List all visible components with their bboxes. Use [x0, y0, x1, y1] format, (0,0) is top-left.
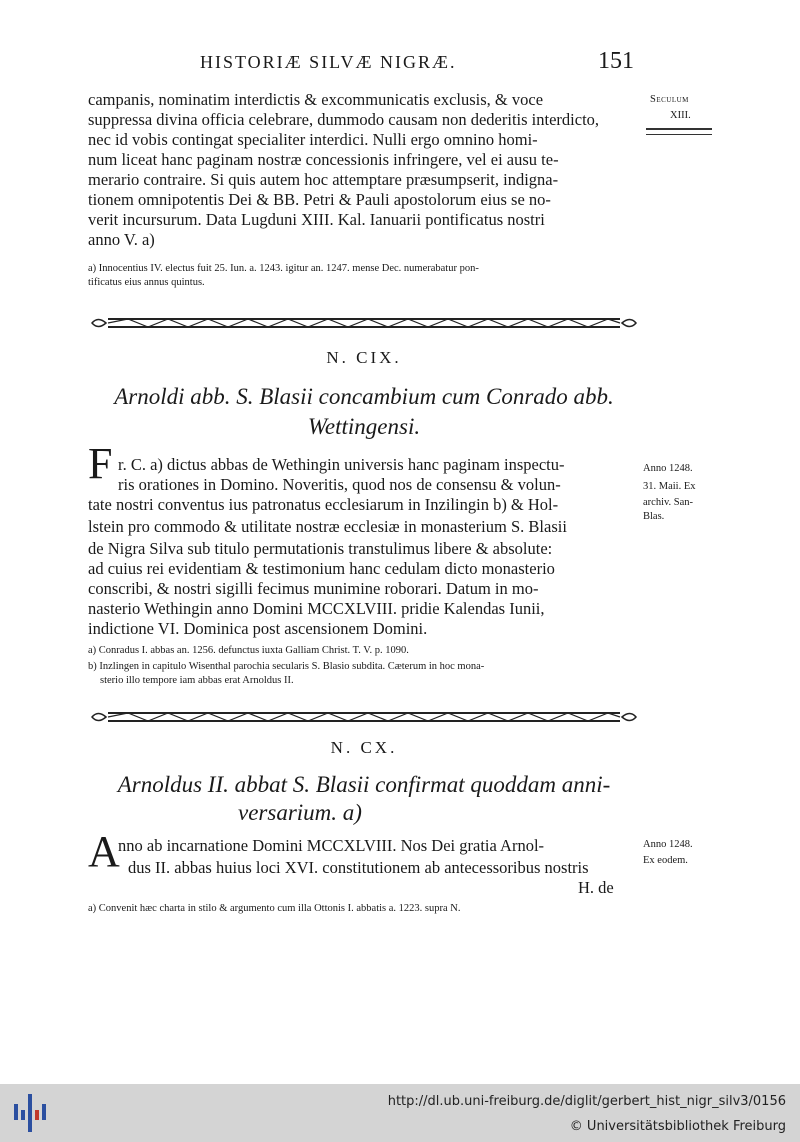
footnote-line: a) Convenit hæc charta in stilo & argumento cum illa Ottonis I. abbatis a. 1223. supra N. — [88, 903, 461, 914]
section-title: Wettingensi. — [307, 414, 421, 439]
footnote-line: b) Inzlingen in capitulo Wisenthal parochia secularis S. Blasio subdita. Cæterum in hoc mona- — [88, 661, 485, 672]
library-footer — [0, 1084, 800, 1142]
margin-seculum: Seculum — [650, 94, 689, 105]
page-number: 151 — [598, 48, 634, 74]
section-title: versarium. a) — [238, 800, 362, 825]
text-line: nec id vobis contingat specialiter interdici. Nulli ergo omnino homi- — [88, 130, 538, 149]
text-line: merario contraire. Si quis autem hoc attemptare præsumpserit, indigna- — [88, 170, 559, 189]
margin-note: Anno 1248. — [643, 463, 693, 474]
text-line: ris orationes in Domino. Noveritis, quod nos de consensu & volun- — [118, 475, 561, 494]
text-line: num liceat hanc paginam nostræ concessionis infringere, vel ei ausu te- — [88, 150, 559, 169]
text-line: suppressa divina officia celebrare, dummodo causam non dederitis interdicto, — [88, 110, 600, 129]
section-number: N. CX. — [330, 738, 398, 757]
source-url[interactable]: http://dl.ub.uni-freiburg.de/diglit/gerbert_hist_nigr_silv3/0156 — [387, 1094, 786, 1109]
text-line: nno ab incarnatione Domini MCCXLVIII. Nos Dei gratia Arnol- — [118, 836, 545, 855]
footnote-line: tificatus eius annus quintus. — [88, 277, 205, 288]
text-line: r. C. a) dictus abbas de Wethingin universis hanc paginam inspectu- — [118, 455, 565, 474]
section-title: Arnoldus II. abbat S. Blasii confirmat quoddam anni- — [117, 772, 611, 797]
margin-note: 31. Maii. Ex — [643, 481, 696, 492]
ornament-divider — [88, 708, 640, 726]
text-line: tate nostri conventus ius patronatus ecclesiarum in Inzilingin b) & Hol- — [88, 495, 559, 514]
text-line: campanis, nominatim interdictis & excommunicatis exclusis, & voce — [88, 90, 544, 109]
margin-rule-2 — [646, 134, 712, 135]
margin-note: archiv. San- — [643, 497, 694, 508]
ornament-divider — [88, 314, 640, 332]
footnote-line: a) Innocentius IV. electus fuit 25. Iun. a. 1243. igitur an. 1247. mense Dec. numerabatur pon- — [88, 263, 479, 274]
text-line: verit incursurum. Data Lugduni XIII. Kal. Ianuarii pontificatus nostri — [88, 210, 545, 229]
margin-rule — [646, 128, 712, 130]
text-line: nasterio Wethingin anno Domini MCCXLVIII. pridie Kalendas Iunii, — [88, 599, 545, 618]
text-line: conscribi, & nostri sigilli fecimus munimine roborari. Datum in mo- — [88, 579, 539, 598]
footnote-line: a) Conradus I. abbas an. 1256. defunctus iuxta Galliam Christ. T. V. p. 1090. — [88, 645, 409, 656]
drop-capital: A — [88, 827, 120, 876]
text-line: ad cuius rei evidentiam & testimonium hanc cedulam dicto monasterio — [88, 559, 555, 578]
text-line: indictione VI. Dominica post ascensionem Domini. — [88, 619, 428, 638]
section-number: N. CIX. — [326, 348, 402, 367]
text-line: anno V. a) — [88, 230, 155, 249]
catchword: H. de — [578, 878, 614, 897]
section-title: Arnoldi abb. S. Blasii concambium cum Conrado abb. — [114, 384, 614, 409]
margin-note: Anno 1248. — [643, 839, 693, 850]
text-line: lstein pro commodo & utilitate nostræ ecclesiæ in monasterium S. Blasii — [88, 517, 567, 536]
margin-seculum-roman: XIII. — [670, 110, 691, 121]
ub-freiburg-logo-icon — [12, 1090, 48, 1136]
margin-note: Blas. — [643, 511, 665, 522]
running-header: HISTORIÆ SILVÆ NIGRÆ. — [200, 52, 457, 72]
footnote-line: sterio illo tempore iam abbas erat Arnoldus II. — [100, 675, 294, 686]
text-line: tionem omnipotentis Dei & BB. Petri & Pauli apostolorum eius se no- — [88, 190, 551, 209]
text-line: de Nigra Silva sub titulo permutationis transtulimus libere & absolute: — [88, 539, 553, 558]
copyright-notice: © Universitätsbibliothek Freiburg — [569, 1119, 786, 1134]
text-line: dus II. abbas huius loci XVI. constitutionem ab antecessoribus nostris — [128, 858, 589, 877]
margin-note: Ex eodem. — [643, 855, 688, 866]
drop-capital: F — [88, 439, 113, 488]
